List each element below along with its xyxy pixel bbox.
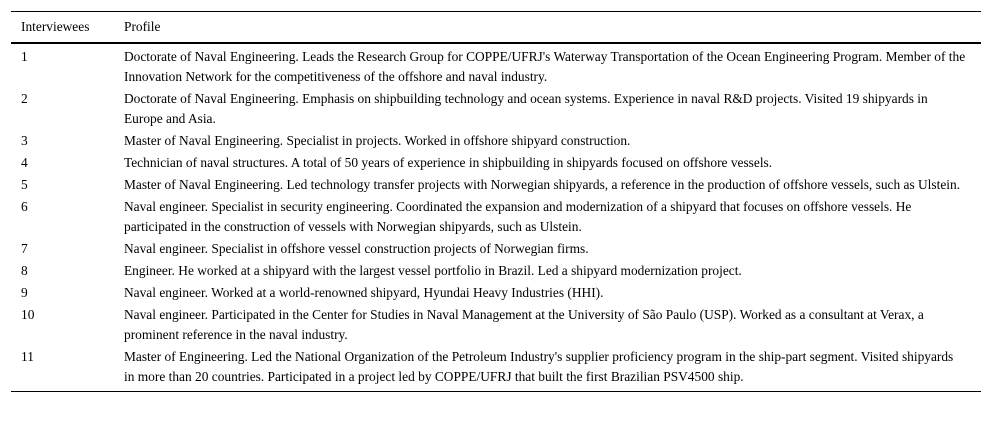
- table-row: [11, 260, 981, 282]
- table-row: [11, 152, 981, 174]
- table-row: [11, 196, 981, 238]
- interviewee-number: 5: [21, 177, 28, 192]
- table-row: [11, 174, 981, 196]
- table-row: [11, 88, 981, 130]
- interviewee-profile: Naval engineer. Participated in the Center for Studies in Naval Management at the University of São Paulo (USP). Worked as a consultant at Verax, a prominent reference in the naval industry.: [124, 307, 924, 342]
- interviewee-profile: Master of Engineering. Led the National Organization of the Petroleum Industry's supplier proficiency program in the ship-part segment. Visited shipyards in more than 20 countries. Participated in a project led by COPPE/UFRJ that built the first Brazilian PSV4500 ship.: [124, 349, 954, 384]
- interviewee-profile: Master of Naval Engineering. Specialist in projects. Worked in offshore shipyard construction.: [124, 133, 631, 148]
- interviewee-profile: Master of Naval Engineering. Led technology transfer projects with Norwegian shipyards, a reference in the production of offshore vessels, such as Ulstein.: [124, 177, 961, 192]
- interviewee-number: 6: [21, 199, 28, 214]
- interviewee-profile: Naval engineer. Worked at a world-renowned shipyard, Hyundai Heavy Industries (HHI).: [124, 285, 604, 300]
- interviewee-number: 10: [21, 307, 35, 322]
- interviewee-profile: Engineer. He worked at a shipyard with the largest vessel portfolio in Brazil. Led a shipyard modernization project.: [124, 263, 742, 278]
- interviewee-number: 7: [21, 241, 28, 256]
- table-row: [11, 238, 981, 260]
- header-interviewees: Interviewees: [21, 19, 90, 34]
- table-row: [11, 43, 981, 88]
- interviewee-number: 2: [21, 91, 28, 106]
- interviewee-number: 11: [21, 349, 34, 364]
- interviewee-profile: Technician of naval structures. A total of 50 years of experience in shipbuilding in shipyards focused on offshore vessels.: [124, 155, 773, 170]
- interviewee-profile-table: [11, 11, 981, 392]
- interviewee-profile: Doctorate of Naval Engineering. Leads the Research Group for COPPE/UFRJ's Waterway Transportation of the Ocean Engineering Program. Member of the Innovation Network for the competitiveness of the offshore and naval industry.: [124, 49, 966, 84]
- table-header-row: [11, 12, 981, 44]
- interviewee-number: 8: [21, 263, 28, 278]
- interviewee-profile: Naval engineer. Specialist in security engineering. Coordinated the expansion and modernization of a shipyard that focuses on offshore vessels. He participated in the construction of vessels with Norwegian shipyards, such as Ulstein.: [124, 199, 912, 234]
- table-row: [11, 130, 981, 152]
- interviewee-table-container: [11, 11, 981, 392]
- header-profile: Profile: [124, 19, 161, 34]
- interviewee-number: 1: [21, 49, 28, 64]
- interviewee-number: 4: [21, 155, 28, 170]
- interviewee-number: 9: [21, 285, 28, 300]
- interviewee-profile: Naval engineer. Specialist in offshore vessel construction projects of Norwegian firms.: [124, 241, 589, 256]
- table-row: [11, 282, 981, 304]
- table-row: [11, 346, 981, 392]
- interviewee-profile: Doctorate of Naval Engineering. Emphasis on shipbuilding technology and ocean systems. Experience in naval R&D projects. Visited 19 shipyards in Europe and Asia.: [124, 91, 928, 126]
- interviewee-number: 3: [21, 133, 28, 148]
- table-row: [11, 304, 981, 346]
